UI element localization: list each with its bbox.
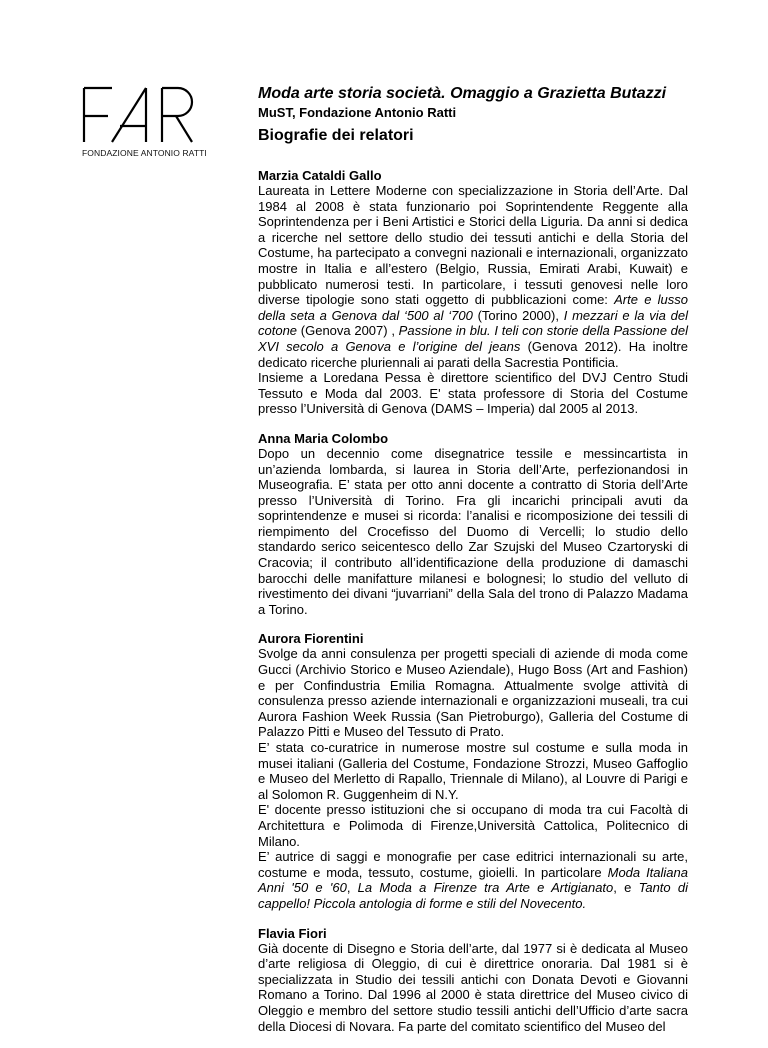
bio-name: Flavia Fiori xyxy=(258,925,327,941)
bio-text xyxy=(258,646,688,911)
bio-block xyxy=(258,631,688,911)
logo-subtitle: FONDAZIONE ANTONIO RATTI xyxy=(82,148,207,158)
far-logo-mark xyxy=(82,86,194,144)
bio-paragraph: E’ autrice di saggi e monografie per case editrici internazionali su arte, costume e moda, tessuto, costume, gioielli. In particolare Moda Italiana Anni '50 e '60, La Moda a Firenze tra Arte e Artigianato, e Tanto di cappello! Piccola antologia di forme e stili del Novecento. xyxy=(258,849,688,911)
bio-paragraph: Dopo un decennio come disegnatrice tessile e messincartista in un’azienda lombarda, si laurea in Storia dell’Arte, perfezionandosi in Museografia. E’ stata per otto anni docente a contratto di Storia dell’Arte presso l’Università di Torino. Fra gli incarichi principali avuti da soprintendenze e musei si ricorda: l’analisi e ricomposizione dei tessili di riempimento del Crocefisso del Duomo di Vercelli; lo studio dello standardo serico seicentesco dello Zar Szujski del Museo Czartoryski di Cracovia; il contributo all’identificazione della produzione di damaschi barocchi delle manifatture milanesi e bolognesi; lo studio del velluto di rivestimento dei divani “juvarriani” della Sala del trono di Palazzo Madama a Torino. xyxy=(258,445,688,617)
bio-block xyxy=(258,168,688,417)
far-logo xyxy=(82,86,207,158)
bio-block xyxy=(258,926,688,1035)
section-title: Biografie dei relatori xyxy=(258,127,414,144)
bio-paragraph: Già docente di Disegno e Storia dell’arte, dal 1977 si è dedicata al Museo d’arte religiosa di Oleggio, di cui è direttrice onoraria. Dal 1981 si è specializzata in Studio dei tessili antichi con Donata Devoti e Giovanni Romano a Torino. Dal 1996 al 2000 è stata direttrice del Museo civico di Oleggio e membro del settore studio tessili antichi dell’Ufficio d’arte sacra della Diocesi di Novara. Fa parte del comitato scientifico del Museo del xyxy=(258,940,688,1034)
bio-paragraph: Svolge da anni consulenza per progetti speciali di aziende di moda come Gucci (Archivio Storico e Museo Aziendale), Hugo Boss (Art and Fashion) e per Confindustria Emilia Romagna. Attualmente svolge attività di consulenza presso aziende internazionali e organizzazioni museali, tra cui Aurora Fashion Week Russia (San Pietroburgo), Galleria del Costume di Palazzo Pitti e Museo del Tessuto di Prato. xyxy=(258,646,688,740)
bio-name: Anna Maria Colombo xyxy=(258,430,389,446)
bio-text xyxy=(258,941,688,1035)
bio-paragraph: E’ stata co-curatrice in numerose mostre sul costume e sulla moda in musei italiani (Galleria del Costume, Fondazione Strozzi, Museo Gaffoglio e Museo del Merletto di Rapallo, Triennale di Milano), al Louvre di Parigi e al Solomon R. Guggenheim di N.Y. xyxy=(258,740,688,802)
bio-block xyxy=(258,431,688,618)
bio-paragraph: Insieme a Loredana Pessa è direttore scientifico del DVJ Centro Studi Tessuto e Moda dal 2003. E' stata professore di Storia del Costume presso l’Università di Genova (DAMS – Imperia) dal 2005 al 2013. xyxy=(258,370,688,417)
bio-name: Aurora Fiorentini xyxy=(258,631,364,647)
bio-name: Marzia Cataldi Gallo xyxy=(258,168,382,183)
bio-text xyxy=(258,446,688,618)
document-title: Moda arte storia società. Omaggio a Grazietta Butazzi xyxy=(258,85,667,102)
bio-paragraph: Laureata in Lettere Moderne con specializzazione in Storia dell’Arte. Dal 1984 al 2008 è stata funzionario poi Soprintendente Reggente alla Soprintendenza per i Beni Artistici e Storici della Liguria. Da anni si dedica a ricerche nel settore dello studio dei tessuti antichi e della Storia del Costume, ha partecipato a convegni nazionali e internazionali, organizzato mostre in Italia e all’estero (Belgio, Russia, Emirati Arabi, Kuwait) e pubblicato numerosi testi. In particolare, i tessuti genovesi nelle loro diverse tipologie sono stati oggetto di pubblicazioni come: Arte e lusso della seta a Genova dal ‘500 al ‘700 (Torino 2000), I mezzari e la via del cotone (Genova 2007) , Passione in blu. I teli con storie della Passione del XVI secolo a Genova e l’origine del jeans (Genova 2012). Ha inoltre dedicato ricerche pluriennali ai parati della Sacrestia Pontificia. xyxy=(258,183,689,370)
document-header xyxy=(258,84,688,121)
document-subtitle: MuST, Fondazione Antonio Ratti xyxy=(258,105,457,120)
bios-list xyxy=(258,168,688,1048)
bio-paragraph: E' docente presso istituzioni che si occupano di moda tra cui Facoltà di Architettura e Polimoda di Firenze,Università Cattolica, Politecnico di Milano. xyxy=(258,802,688,849)
bio-text xyxy=(258,183,688,417)
